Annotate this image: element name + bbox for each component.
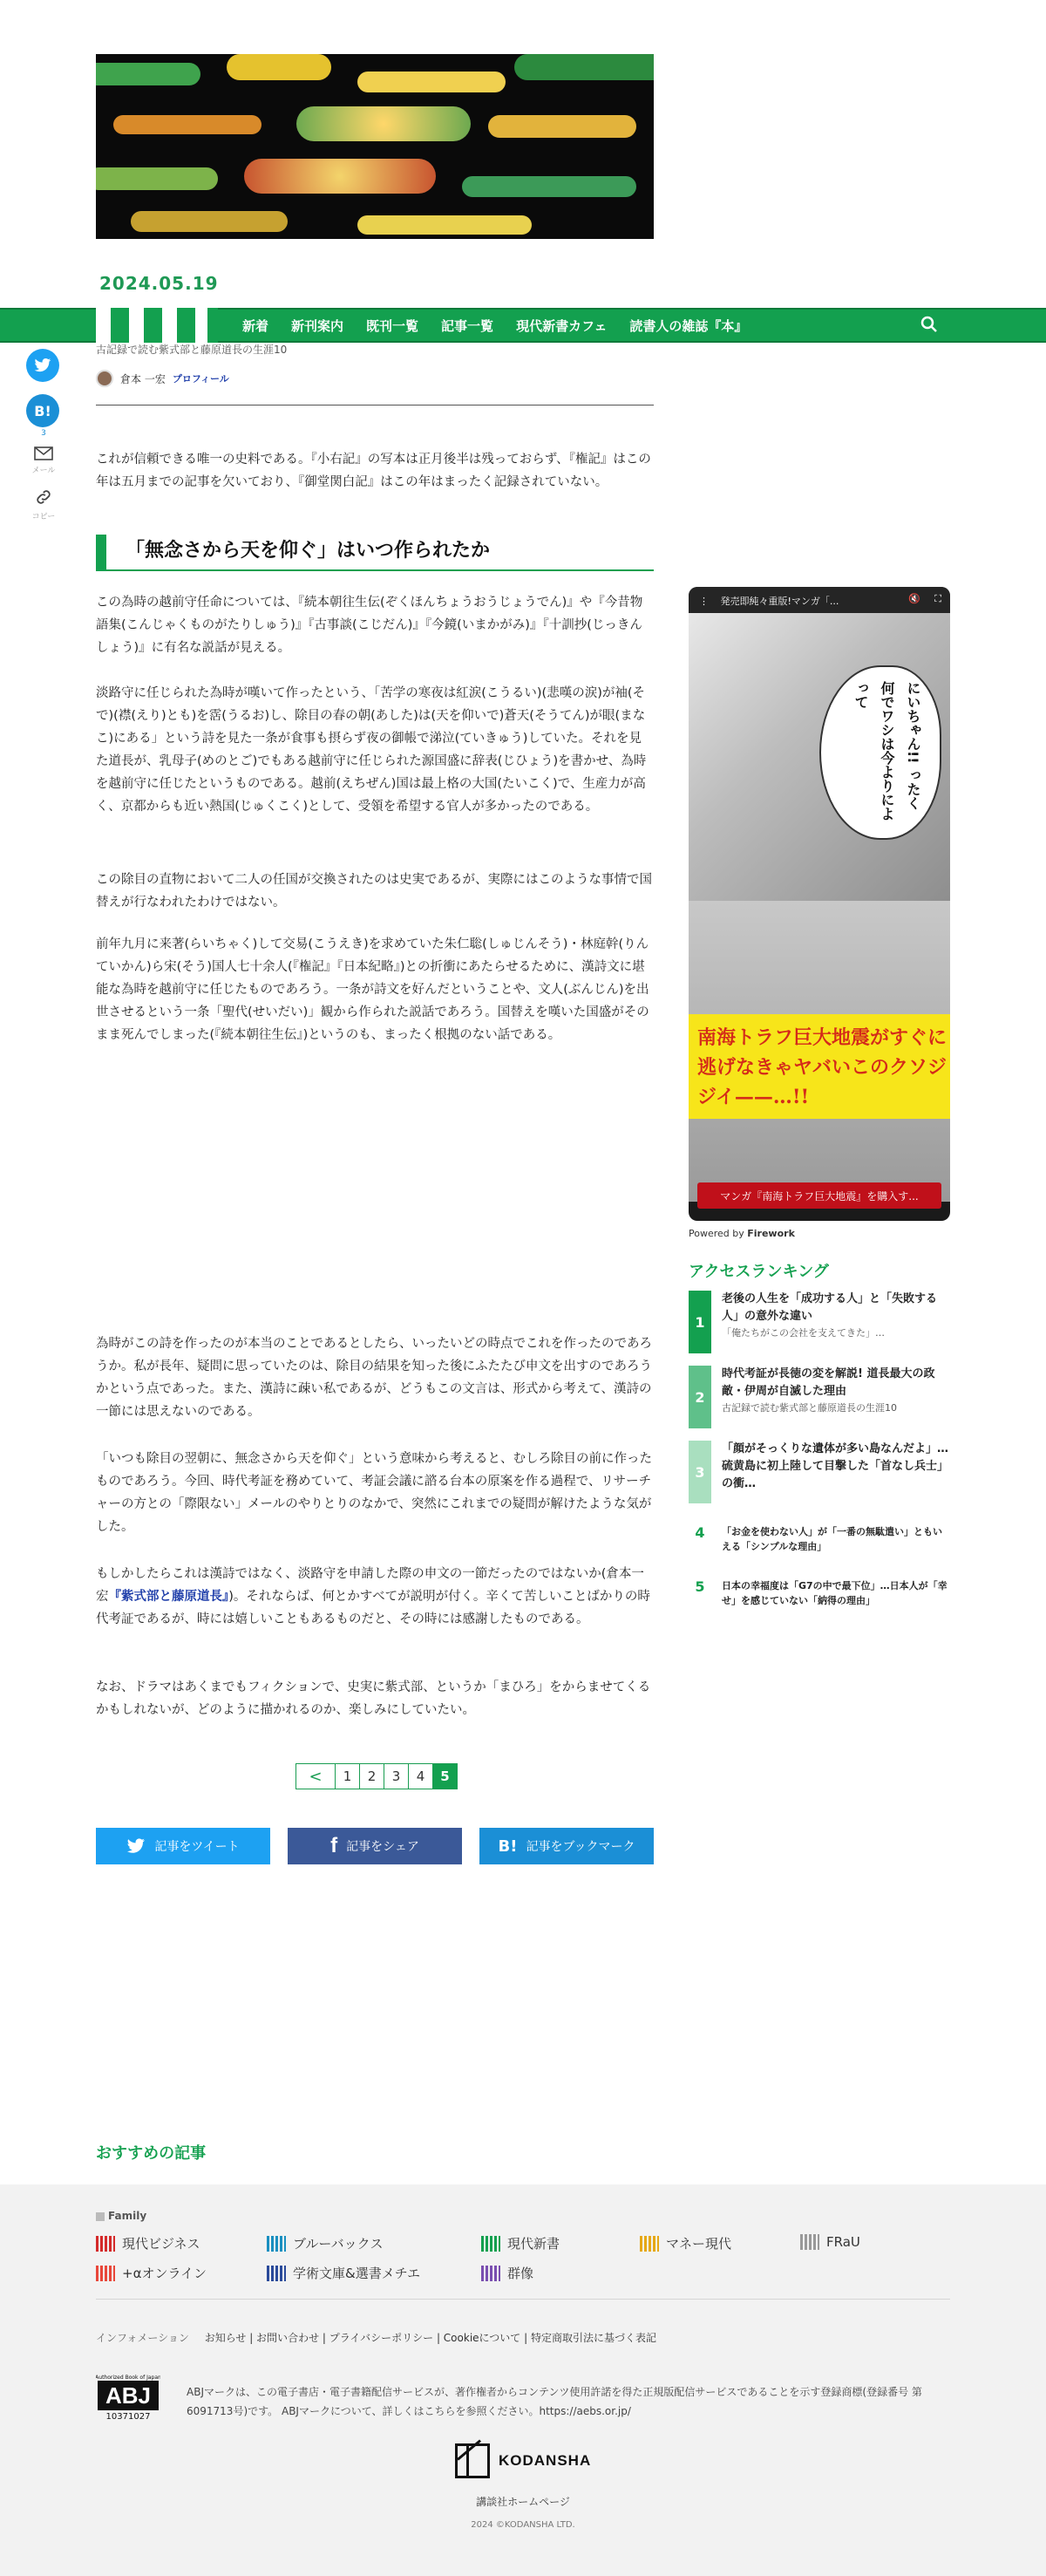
ranking-item-5[interactable] [689,1578,950,1613]
article-paragraph: 「いつも除目の翌朝に、無念さから天を仰ぐ」という意味から考えると、むしろ除目の前に作ったものであろう。今回、時代考証を務めていて、考証会議に諮る台本の原案を作る過程で、リサーチャーの方との「際限ない」メールのやりとりのなかで、突然にこれまでの疑問が解けたような気がした。 [96,1452,652,1534]
video-title-bar [689,587,950,613]
ranking-item-sub: 「俺たちがこの会社を支えてきた」… [722,1327,885,1339]
family-link-label: マネー現代 [666,2236,732,2252]
family-link[interactable] [481,2264,533,2282]
copy-link-button[interactable] [26,487,61,521]
ranking-title: アクセスランキング [689,1263,829,1281]
page-link[interactable]: 4 [408,1763,433,1789]
copy-label: コピー [31,513,56,521]
mail-label: メール [31,467,56,475]
buy-manga-button[interactable]: マンガ『南海トラフ巨大地震』を購入す... [697,1182,941,1209]
book-link[interactable]: 『紫式部と藤原道長』 [108,1590,229,1604]
brand-stripe-icon [800,2234,819,2250]
family-link[interactable] [267,2264,420,2282]
family-link-label: 学術文庫&選書メチエ [293,2266,421,2281]
abj-number: 10371027 [105,2412,151,2422]
copyright: 2024 ©KODANSHA LTD. [471,2520,575,2530]
firework-logo[interactable]: Firework [747,1228,795,1239]
brand-stripe-icon [267,2236,286,2252]
rank-number: 2 [689,1366,711,1428]
brand-stripe-icon [481,2266,500,2281]
page-link[interactable]: 2 [359,1763,384,1789]
abj-logo [96,2370,160,2424]
page-link[interactable]: 1 [335,1763,360,1789]
ranking-item-title: 日本の幸福度は「G7の中で最下位」…日本人が「幸せ」を感じていない「納得の理由」 [722,1580,948,1606]
hatena-icon: B! [34,402,51,419]
family-link[interactable] [481,2234,560,2252]
brand-stripe-icon [640,2236,659,2252]
ranking-item-4[interactable] [689,1524,950,1559]
nav-item-new-releases[interactable]: 新刊案内 [291,319,344,334]
ranking-item-title: 「顔がそっくりな遺体が多い島なんだよ」…硫黄島に初上陸して目撃した「首なし兵士」の衝… [722,1442,949,1490]
bookmark-label: 記事をブックマーク [526,1840,635,1854]
ranking-item-title: 時代考証が長徳の変を解説! 道長最大の政敵・伊周が自滅した理由 [722,1367,935,1398]
powered-by [689,1228,795,1239]
bookmark-button[interactable] [479,1828,654,1864]
facebook-icon: f [330,1834,338,1857]
share-sidebar [26,349,61,521]
family-link[interactable] [96,2264,207,2282]
section-heading: 「無念さから天を仰ぐ」はいつ作られたか [96,535,654,571]
family-link[interactable] [96,2234,200,2252]
brand-stripe-icon [481,2236,500,2252]
link-icon [34,487,53,507]
rank-number: 4 [695,1524,705,1541]
kodansha-mark-icon [455,2443,490,2478]
family-link-label: +αオンライン [122,2266,207,2281]
hatena-count: 3 [41,429,46,438]
share-label: 記事をシェア [346,1840,419,1854]
video-title: 発売即純々重版!マンガ「... [720,596,839,607]
more-icon[interactable]: ⋮ [699,596,709,607]
avatar [96,370,113,387]
facebook-share-button[interactable] [288,1828,462,1864]
family-link-label: ブルーバックス [293,2236,384,2252]
svg-text:Authorized Book of Japan: Authorized Book of Japan [96,2375,160,2381]
nav-item-magazine[interactable]: 読書人の雑誌『本』 [629,319,748,334]
article-paragraph: なお、ドラマはあくまでもフィクションで、史実に紫式部、というか「まひろ」をからませてくるかもしれないが、どのように描かれるのか、楽しみにしていたい。 [96,1680,651,1717]
page-link[interactable]: 3 [384,1763,409,1789]
page-link-current[interactable]: 5 [432,1763,458,1789]
ranking-item-1[interactable] [689,1291,950,1353]
article-date: 2024.05.19 [99,273,219,294]
rank-number: 1 [689,1291,711,1353]
nav-menu [242,317,747,335]
footer-links[interactable]: お知らせ | お問い合わせ | プライバシーポリシー | Cookieについて | 特定商取引法に基づく表記 [204,2332,656,2344]
article-paragraph: これが信頼できる唯一の史料である。『小右記』の写本は正月後半は残っておらず、『権記』はこの年は五月までの記事を欠いており、『御堂関白記』はこの年はまったく記録されていない。 [96,453,651,489]
brand-stripe-icon [267,2266,286,2281]
mute-icon[interactable]: 🔇 [908,593,920,604]
mail-share-button[interactable] [26,446,61,475]
nav-item-cafe[interactable]: 現代新書カフェ [516,319,608,334]
search-icon[interactable] [919,314,940,335]
ranking-item-sub: 古記録で読む紫式部と藤原道長の生涯10 [722,1402,897,1414]
ranking-item-title: 老後の人生を「成功する人」と「失敗する人」の意外な違い [722,1292,938,1323]
article-paragraph: この除目の直物において二人の任国が交換されたのは史実であるが、実際にはこのような事情で国替えが行なわれたわけではない。 [96,873,652,910]
kodansha-logo[interactable] [455,2443,591,2478]
rank-number: 5 [695,1578,705,1595]
powered-by-label: Powered by [689,1228,744,1239]
brand-stripe-icon [96,2236,115,2252]
nav-item-articles[interactable]: 記事一覧 [441,319,494,334]
rank-number: 3 [689,1441,711,1503]
hatena-icon: B! [498,1837,518,1856]
article-paragraph: この為時の越前守任命については、『続本朝往生伝(ぞくほんちょうおうじょうでん)』や『今昔物語集(こんじゃくものがたりしゅう)』『古事談(こじだん)』『今鏡(いまかがみ)』『十訓抄(じっきんしょう)』に有名な説話が見える。 [96,596,643,655]
family-label-text: Family [108,2210,147,2222]
speech-bubble: にいちゃん!! ったく何でワシは今よりによって [819,665,941,840]
article-paragraph: 前年九月に来著(らいちゃく)して交易(こうえき)を求めていた朱仁聡(しゅじんそう)・林庭幹(りんていかん)ら宋(そう)国人七十余人(『権記』『日本紀略』)との折衝にあたらせるために、漢詩文に堪能な為時を越前守に任じたものであろう。一条が詩文を好んだということや、文人(ぶんじん)を出世させるという一条「聖代(せいだい)」観から作られた説話であろう。国替えを嘆いた国盛がそのまま死んでしまった(『続本朝往生伝』)というのも、まったく根拠のない話である。 [96,937,649,1042]
tweet-button[interactable] [96,1828,270,1864]
site-logo[interactable] [96,308,218,343]
abj-label: ABJ [105,2382,151,2409]
manga-caption: 南海トラフ巨大地震がすぐに逃げなきゃヤバいこのクソジジイ——…!! [697,1026,948,1108]
family-link-label: 現代新書 [507,2236,560,2252]
twitter-share-button[interactable] [26,349,59,382]
recommended-title: おすすめの記事 [96,2144,207,2163]
hero-image [96,54,654,239]
article-paragraph: 淡路守に任じられた為時が嘆いて作ったという、「苦学の寒夜は紅涙(こうるい)(悲嘆の涙)が袖(そで)(襟(えり)とも)を霑(うるお)し、除目の春の朝(あした)は(天を仰いで)蒼天(そうてん)が眼(まなこ)にある」という詩を見た一条が食事も摂らず夜の御帳で涕泣(ていきゅう)していた。それを見た道長が、乳母子(めのとご)でもある越前守に任じられた源国盛に辞表(じひょう)を書かせ、為時を越前守に任じたというものである。越前(えちぜん)国は最上格の大国(たいこく)で、生産力が高く、京都からも近い熱国(じゅくこく)として、受領を希望する官人が多かったのである。 [96,686,647,814]
family-link-label: FRaU [826,2234,860,2250]
brand-stripe-icon [96,2266,115,2281]
footer-info-links [96,2330,656,2345]
family-link-label: 現代ビジネス [122,2236,200,2252]
expand-icon[interactable]: ⛶ [934,593,941,604]
article-paragraph [96,1563,654,1631]
author-name[interactable]: 倉本 一宏 [120,372,166,385]
paragraph-text: )。それならば、何とかすべてが説明が付く。辛くて苦しいことばかりの時代考証であるが、時には嬉しいこともあるものだと、その時には感謝したものである。 [96,1590,650,1626]
nav-item-new[interactable]: 新着 [242,319,269,334]
divider [96,2299,950,2300]
author-block [96,370,229,387]
manga-panel-image [689,613,950,901]
ranking-item-3[interactable] [689,1441,950,1503]
mail-icon [34,446,53,460]
paragraph-text: もしかしたらこれは漢詩ではなく、淡路守を申請した際の申文の一節だったのではないか(倉本一宏 [96,1567,644,1604]
brand-name: KODANSHA [499,2452,592,2469]
hatena-bookmark-button[interactable] [26,394,59,427]
pagination [296,1763,458,1789]
abj-description: ABJマークは、この電子書店・電子書籍配信サービスが、著作権者からコンテンツ使用許諾を得た正規版配信サービスであることを示す登録商標(登録番号 第6091713号)です。 ABJマークについて、詳しくはこちらを参照ください。https://aebs.or.jp/ [187,2386,922,2417]
profile-link[interactable]: プロフィール [172,373,229,385]
family-label [96,2210,146,2222]
ranking-item-2[interactable] [689,1366,950,1428]
family-link[interactable] [640,2234,731,2252]
twitter-icon [126,1838,146,1854]
ranking-item-title: 「お金を使わない人」が「一番の無駄遣い」ともいえる「シンプルな理由」 [722,1526,942,1552]
family-link[interactable] [800,2234,860,2250]
tweet-label: 記事をツイート [154,1840,240,1854]
video-ad-player[interactable] [689,587,950,1221]
article-paragraph: 為時がこの詩を作ったのが本当のことであるとしたら、いったいどの時点でこれを作ったのであろうか。私が長年、疑問に思っていたのは、除目の結果を知った後にふたたび申文を出すのであろうかという点であった。また、漢詩に疎い私であるが、どうもこの文言は、形式から考えて、漢詩の一節には思えないのである。 [96,1337,652,1419]
prev-page-button[interactable]: < [295,1763,336,1789]
family-link-label: 群像 [507,2266,534,2281]
family-link[interactable] [267,2234,384,2252]
info-label: インフォメーション [96,2332,189,2344]
twitter-icon [34,358,51,373]
article-series-subtitle: 古記録で読む紫式部と藤原道長の生涯10 [96,344,288,356]
home-link[interactable]: 講談社ホームページ [476,2496,570,2508]
nav-item-backlist[interactable]: 既刊一覧 [366,319,419,334]
